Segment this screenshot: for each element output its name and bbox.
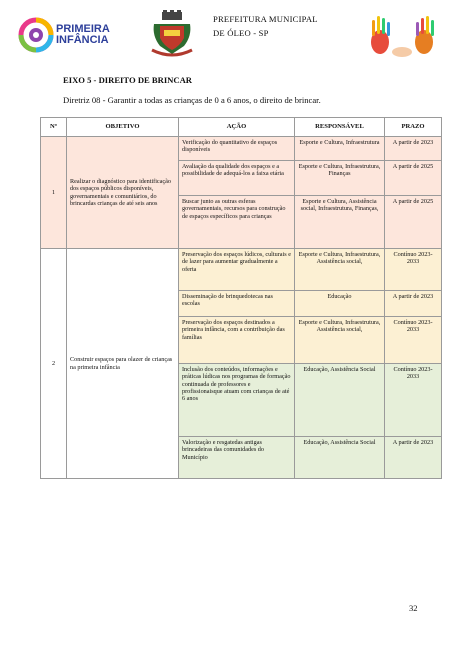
responsible-cell: Esporte e Cultura, Assistência social, Infraestrutura, Finanças, — [295, 196, 385, 249]
painted-hands-icon — [366, 12, 440, 58]
deadline-cell: A partir de 2025 — [385, 196, 442, 249]
action-cell: Valorização e resgatedas antigas brincadeiras das comunidades do Município — [179, 437, 295, 479]
table-header-row — [41, 118, 442, 137]
group-number: 2 — [41, 249, 67, 479]
responsible-cell: Educação, Assistência Social — [295, 437, 385, 479]
directive-text: Diretriz 08 - Garantir a todas as crianças de 0 a 6 anos, o direito de brincar. — [63, 95, 321, 105]
page-number: 32 — [409, 603, 418, 613]
header-deadline: PRAZO — [385, 118, 442, 137]
city-line-1: PREFEITURA MUNICIPAL — [213, 14, 318, 24]
header-number: Nº — [41, 118, 67, 137]
table-row — [41, 137, 442, 161]
action-cell: Preservação dos espaços lúdicos, culturais e de lazer para aumentar gradualmente a oferta — [179, 249, 295, 291]
swirl-icon — [18, 17, 54, 53]
city-hall-label — [213, 12, 318, 40]
deadline-cell: Contínuo 2023-2033 — [385, 364, 442, 437]
deadline-cell: Contínuo 2023-2033 — [385, 249, 442, 291]
responsible-cell: Esporte e Cultura, Infraestrutura, Assistência social, — [295, 249, 385, 291]
primeira-infancia-logo — [16, 16, 126, 54]
header-responsible: RESPONSÁVEL — [295, 118, 385, 137]
action-cell: Verificação do quantitativo de espaços disponíveis — [179, 137, 295, 161]
responsible-cell: Educação — [295, 291, 385, 317]
group-objective: Realizar o diagnóstico para identificação dos espaços públicos disponíveis, governamentais e comunitários, do brincardas crianças de até seis anos — [67, 137, 179, 249]
action-cell: Preservação dos espaços destinados a primeira infância, com a contribuição das famílias — [179, 317, 295, 364]
header-objective: OBJETIVO — [67, 118, 179, 137]
responsible-cell: Educação, Assistência Social — [295, 364, 385, 437]
responsible-cell: Esporte e Cultura, Infraestrutura, Finanças — [295, 161, 385, 196]
page-header — [0, 0, 459, 62]
coat-of-arms-icon — [150, 10, 194, 58]
deadline-cell: A partir de 2025 — [385, 161, 442, 196]
action-cell: Avaliação da qualidade dos espaços e a possibilidade de adequá-los a faixa etária — [179, 161, 295, 196]
action-plan-table — [40, 117, 442, 479]
action-cell: Buscar junto as outras esferas governamentais, recursos para construção de espaços específicos para crianças — [179, 196, 295, 249]
responsible-cell: Esporte e Cultura, Infraestrutura, Assistência social, — [295, 317, 385, 364]
group-objective: Construir espaços para olazer de crianças na primeira infância — [67, 249, 179, 479]
section-title: EIXO 5 - DIREITO DE BRINCAR — [63, 75, 193, 85]
group-number: 1 — [41, 137, 67, 249]
deadline-cell: A partir de 2023 — [385, 437, 442, 479]
deadline-cell: A partir de 2023 — [385, 137, 442, 161]
city-line-2: DE ÓLEO - SP — [213, 28, 269, 38]
brand-line-2: INFÂNCIA — [56, 34, 109, 46]
action-cell: Inclusão dos conteúdos, informações e práticas lúdicas nos programas de formação continuada de professores e profissionaisque atuam com crianças de até 6 anos — [179, 364, 295, 437]
deadline-cell: Contínuo 2023-2033 — [385, 317, 442, 364]
action-cell: Disseminação de brinquedotecas nas escolas — [179, 291, 295, 317]
brand-line-1: PRIMEIRA — [56, 23, 110, 35]
table-row — [41, 249, 442, 291]
header-action: AÇÃO — [179, 118, 295, 137]
responsible-cell: Esporte e Cultura, Infraestrutura — [295, 137, 385, 161]
deadline-cell: A partir de 2023 — [385, 291, 442, 317]
